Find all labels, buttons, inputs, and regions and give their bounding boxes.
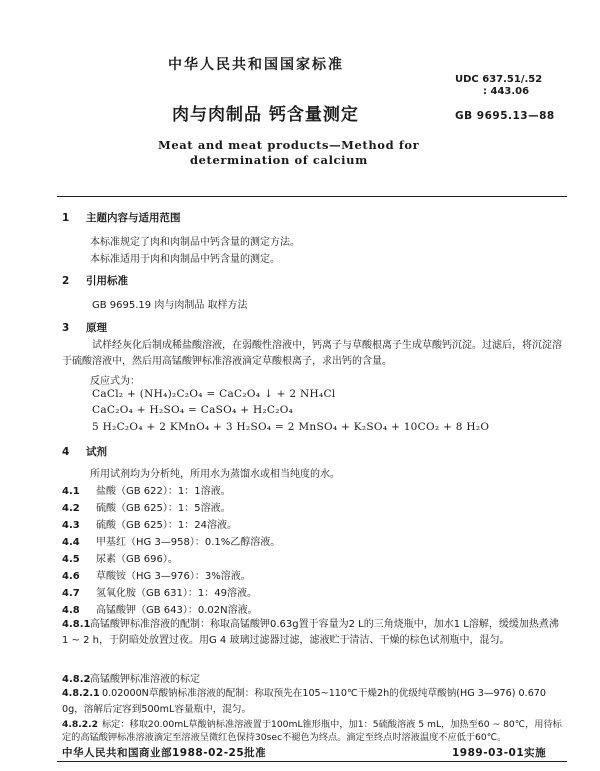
item-text: 高锰酸钾标准溶液的标定 — [90, 674, 200, 685]
reagent-item — [62, 584, 257, 599]
section-3-heading — [62, 320, 107, 335]
section-number: 1 — [62, 212, 70, 224]
item-text: 高锰酸钾标准溶液的配制：称取高锰酸钾0.63g置于容量为2 L的三角烧瓶中，加水1 L溶解，缓缓加热煮沸1 ~ 2 h，于阴暗处放置过夜。用G 4 玻璃过滤器过滤，滤液贮于清洁、干燥的棕色试剂瓶中，混匀。 — [62, 619, 559, 646]
item-number: 4.8.2 — [62, 674, 91, 685]
section-4-intro: 所用试剂均为分析纯，所用水为蒸馏水或相当纯度的水。 — [90, 469, 340, 480]
item-number: 4.8.1 — [62, 619, 91, 630]
section-1-heading — [62, 210, 181, 225]
national-standard-heading: 中华人民共和国国家标准 — [168, 57, 344, 73]
section-3-principle-paragraph: 试样经灰化后制成稀盐酸溶液，在弱酸性溶液中，钙离子与草酸根离子生成草酸钙沉淀。过滤后，将沉淀溶于硫酸溶液中，然后用高锰酸钾标准溶液滴定草酸根离子，求出钙的含量。 — [62, 340, 562, 367]
item-number: 4.7 — [62, 588, 80, 599]
subsection-4-8-2-2 — [62, 718, 562, 744]
section-title: 引用标准 — [86, 275, 128, 287]
reagent-item — [62, 516, 237, 531]
item-text: 氢氧化胺（GB 631）：1：49溶液。 — [96, 588, 257, 599]
reaction-equation-2: CaC₂O₄ + H₂SO₄ = CaSO₄ + H₂C₂O₄ — [92, 404, 294, 416]
item-text: 高锰酸钾（GB 643）：0.02N溶液。 — [96, 605, 258, 616]
item-text: 尿素（GB 696）。 — [96, 554, 178, 565]
item-number: 4.1 — [62, 486, 80, 497]
reagent-item — [62, 482, 231, 497]
document-title-en-line1: Meat and meat products—Method for — [158, 138, 420, 152]
item-number: 4.8 — [62, 605, 80, 616]
reagent-item — [62, 567, 251, 582]
subsection-4-8-1 — [62, 617, 562, 649]
document-title-en-line2: determination of calcium — [190, 153, 368, 167]
section-number: 2 — [62, 275, 70, 287]
item-text: 硫酸（GB 625）：1：5溶液。 — [96, 503, 231, 514]
item-number: 4.6 — [62, 571, 80, 582]
document-title-cn: 肉与肉制品 钙含量测定 — [172, 105, 359, 125]
section-title: 试剂 — [86, 446, 107, 458]
item-text: 硫酸（GB 625）：1：24溶液。 — [96, 520, 237, 531]
item-number: 4.8.2.1 — [62, 688, 100, 699]
udc-code-line2: : 443.06 — [483, 86, 530, 97]
item-number: 4.8.2.2 — [62, 719, 99, 730]
section-number: 3 — [62, 322, 70, 334]
section-number: 4 — [62, 446, 70, 458]
header-divider — [57, 196, 567, 197]
reagent-item — [62, 499, 231, 514]
subsection-4-8-2-1 — [62, 686, 562, 718]
item-text: 盐酸（GB 622）：1：1溶液。 — [96, 486, 231, 497]
reagent-item — [62, 550, 178, 565]
reagent-item — [62, 601, 258, 616]
item-text: 0.02000N草酸钠标准溶液的配制：称取预先在105~110℃干燥2h的优级纯草酸钠(HG 3—976) 0.670 0g，溶解后定容到500mL容量瓶中，混匀。 — [62, 688, 547, 715]
reaction-equation-1: CaCl₂ + (NH₄)₂C₂O₄ = CaC₂O₄ ↓ + 2 NH₄Cl — [92, 388, 336, 400]
item-text: 标定：移取20.00mL草酸钠标准溶液置于100mL锥形瓶中，加1：5硫酸溶液 5 mL，加热至60 ~ 80℃，用待标定的高锰酸钾标准溶液滴定至溶液呈微红色保持30sec不褪色为终点。滴定至终点时溶液温度不应低于60℃。 — [62, 719, 562, 743]
item-number: 4.3 — [62, 520, 80, 531]
item-number: 4.5 — [62, 554, 80, 565]
section-4-heading — [62, 444, 107, 459]
section-1-paragraph-1: 本标准规定了肉和肉制品中钙含量的测定方法。 — [90, 237, 300, 248]
item-number: 4.2 — [62, 503, 80, 514]
gb-standard-number: GB 9695.13—88 — [455, 110, 555, 122]
udc-code-line1: UDC 637.51/.52 — [455, 74, 543, 85]
subsection-4-8-2 — [62, 670, 200, 685]
section-2-paragraph-1: GB 9695.19 肉与肉制品 取样方法 — [92, 300, 248, 311]
section-2-heading — [62, 273, 128, 288]
item-text: 甲基红（HG 3—958）：0.1%乙醇溶液。 — [96, 537, 281, 548]
implementation-date: 1989-03-01实施 — [452, 747, 547, 759]
section-title: 原理 — [86, 322, 107, 334]
reaction-equation-3: 5 H₂C₂O₄ + 2 KMnO₄ + 3 H₂SO₄ = 2 MnSO₄ + K₂SO₄ + 10CO₂ + 8 H₂O — [92, 421, 490, 433]
item-number: 4.4 — [62, 537, 80, 548]
section-title: 主题内容与适用范围 — [86, 212, 181, 224]
approval-note: 中华人民共和国商业部1988-02-25批准 — [62, 747, 267, 759]
reagent-item — [62, 533, 280, 548]
item-text: 草酸铵（HG 3—976）：3%溶液。 — [96, 571, 251, 582]
footer-divider — [57, 761, 567, 762]
section-3-reaction-label: 反应式为： — [90, 376, 140, 387]
section-1-paragraph-2: 本标准适用于肉和肉制品中钙含量的测定。 — [90, 254, 280, 265]
